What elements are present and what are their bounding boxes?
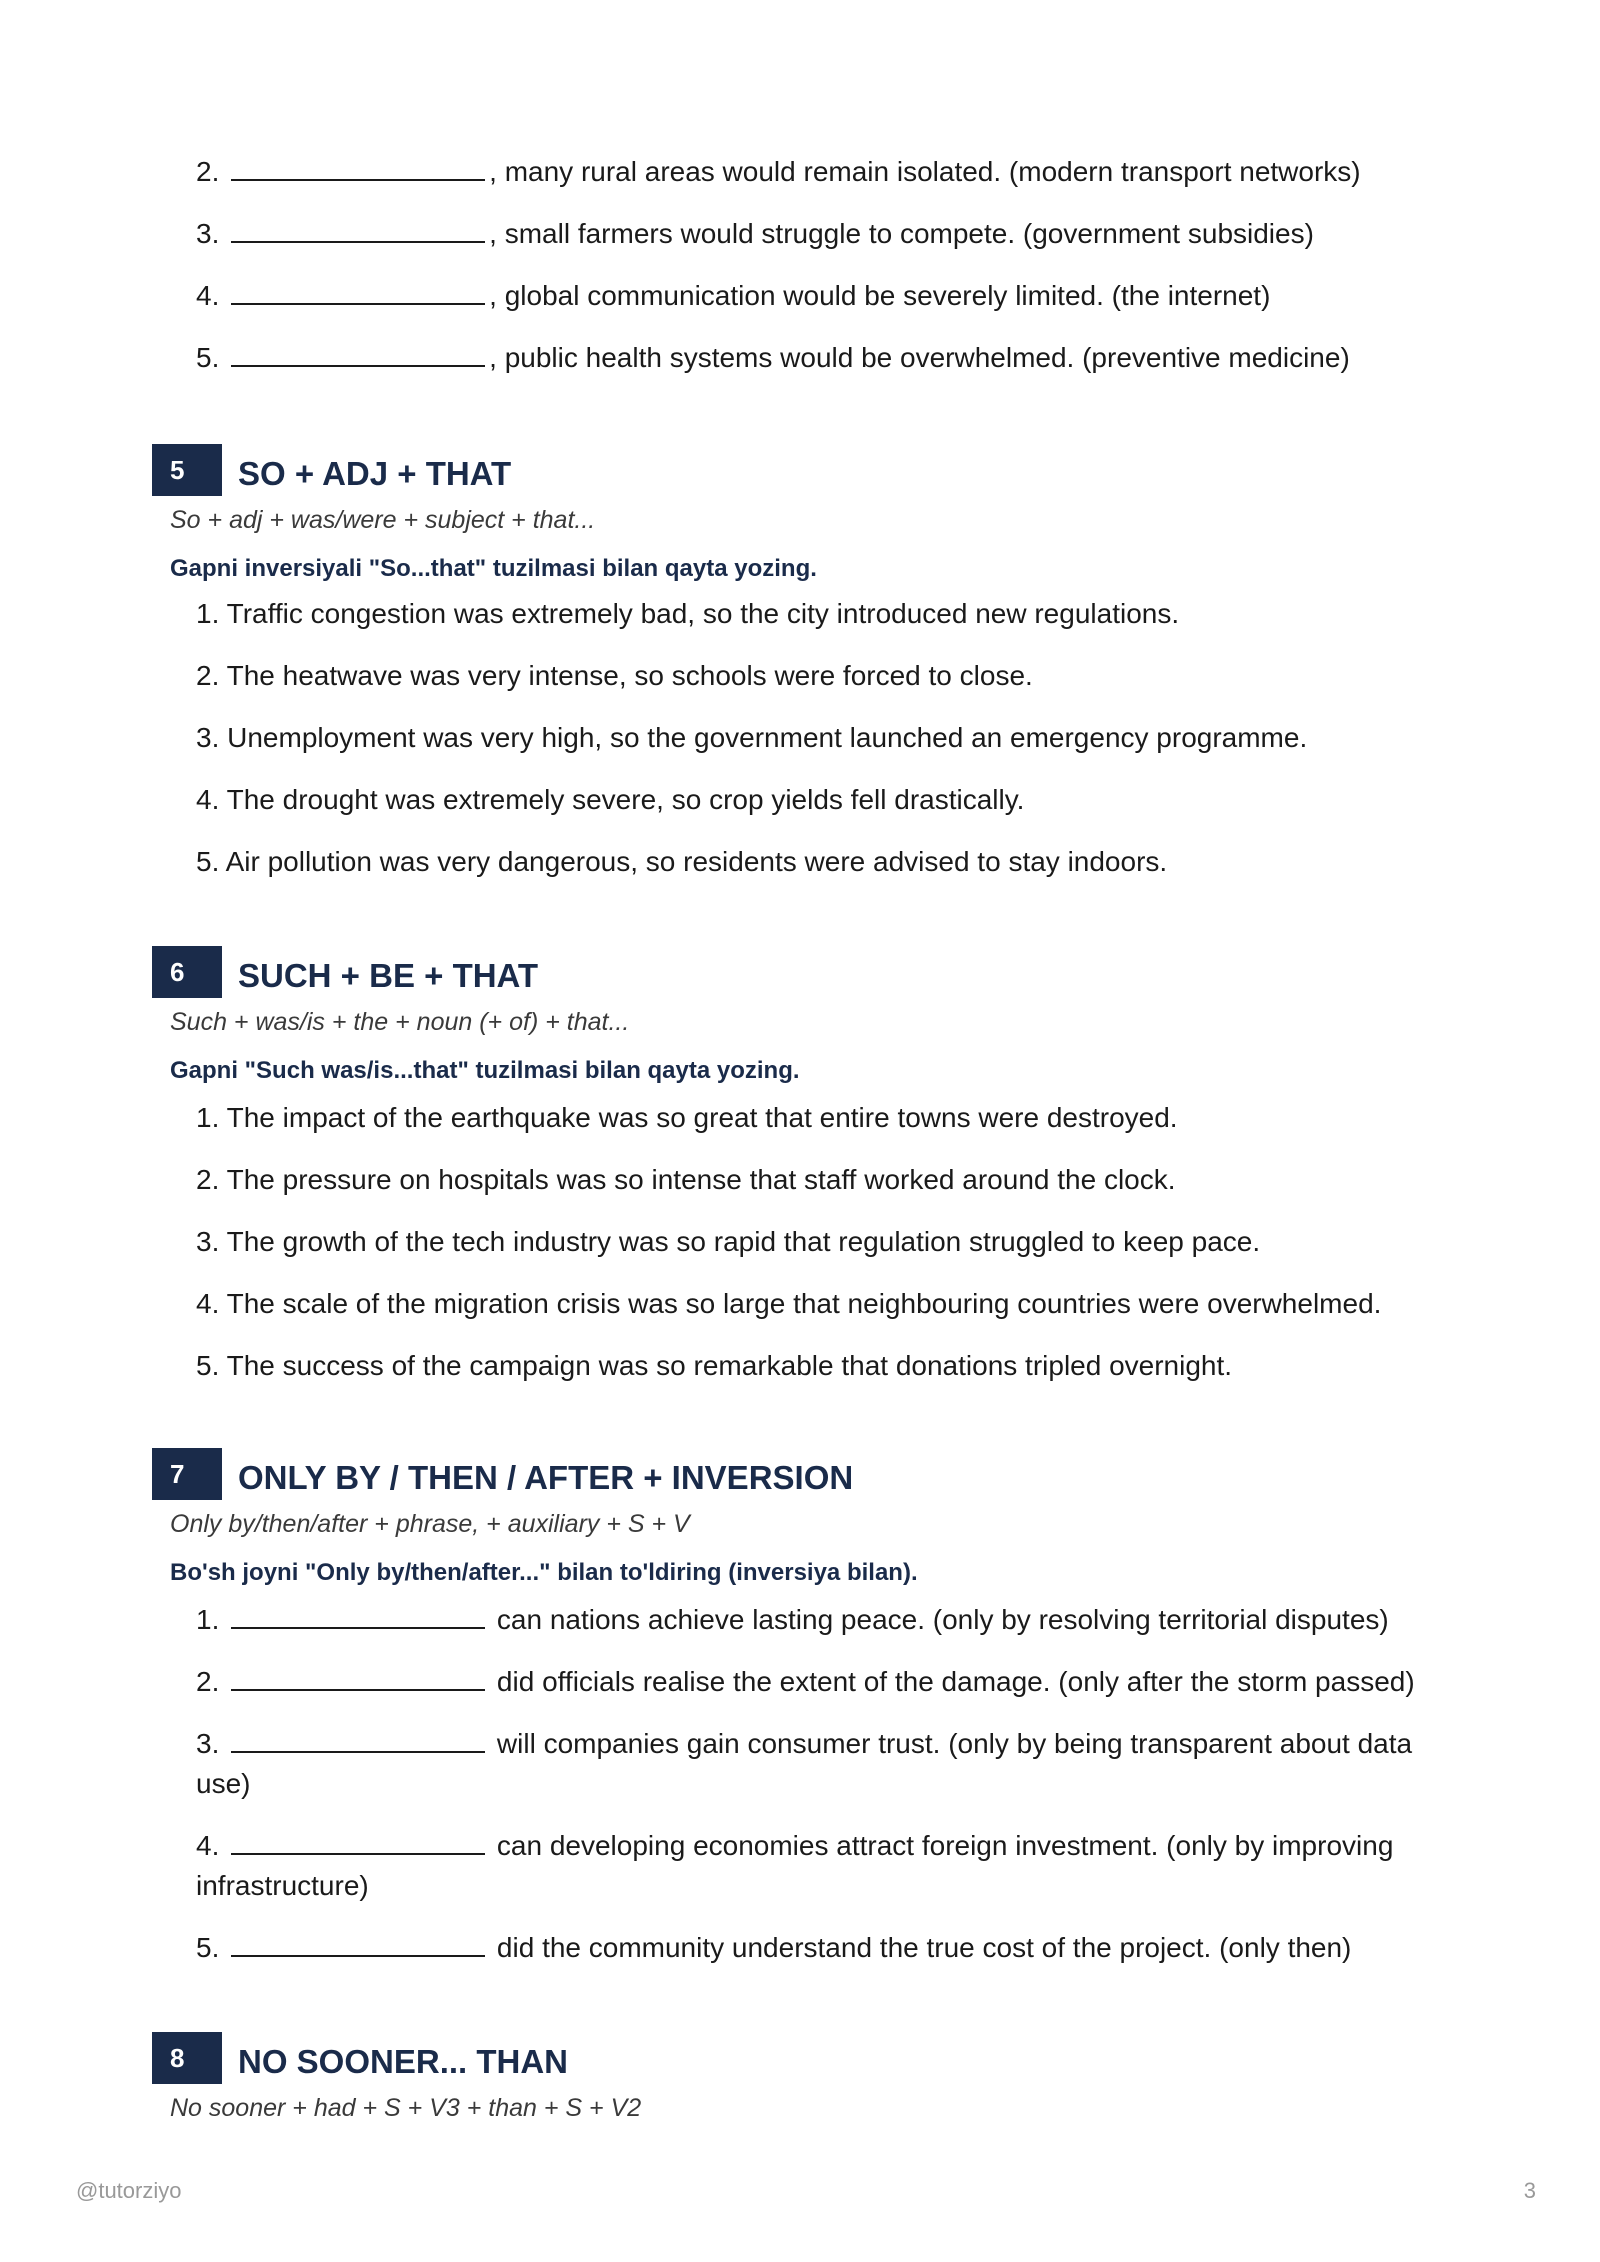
list-item: 2. The pressure on hospitals was so intense that staff worked around the clock.	[196, 1164, 1176, 1195]
section-formula: Such + was/is + the + noun (+ of) + that...	[170, 1008, 630, 1036]
item-number: 1.	[196, 1604, 220, 1635]
list-item: 2. The heatwave was very intense, so schools were forced to close.	[196, 660, 1033, 691]
list-item	[196, 338, 1446, 378]
list-item: 1. Traffic congestion was extremely bad, so the city introduced new regulations.	[196, 598, 1180, 629]
section-instruction: Bo'sh joyni "Only by/then/after..." bilan to'ldiring (inversiya bilan).	[170, 1559, 918, 1586]
list-item: 3. Unemployment was very high, so the government launched an emergency programme.	[196, 722, 1308, 753]
item-text: did the community understand the true cost of the project. (only then)	[489, 1932, 1352, 1963]
section-badge: 6	[152, 946, 222, 998]
list-item: 1. The impact of the earthquake was so great that entire towns were destroyed.	[196, 1102, 1178, 1133]
section-badge: 5	[152, 444, 222, 496]
item-number: 3.	[196, 218, 220, 249]
answer-blank[interactable]	[231, 153, 485, 181]
item-text: can nations achieve lasting peace. (only by resolving territorial disputes)	[489, 1604, 1389, 1635]
section-7-list	[196, 1600, 1446, 1990]
section-formula: So + adj + was/were + subject + that...	[170, 506, 596, 534]
answer-blank[interactable]	[231, 339, 485, 367]
section-badge: 8	[152, 2032, 222, 2084]
item-text: , small farmers would struggle to compete. (government subsidies)	[489, 218, 1314, 249]
answer-blank[interactable]	[231, 1725, 485, 1753]
item-number: 3.	[196, 1728, 220, 1759]
item-number: 5.	[196, 342, 220, 373]
list-item	[196, 1928, 1446, 1968]
list-item	[196, 1826, 1446, 1906]
item-text: did officials realise the extent of the damage. (only after the storm passed)	[489, 1666, 1415, 1697]
answer-blank[interactable]	[231, 277, 485, 305]
list-item: 4. The scale of the migration crisis was so large that neighbouring countries were overwhelmed.	[196, 1288, 1382, 1319]
answer-blank[interactable]	[231, 1663, 485, 1691]
intro-exercise-list	[196, 152, 1446, 400]
section-6-list	[196, 1098, 1446, 1408]
section-instruction: Gapni inversiyali "So...that" tuzilmasi bilan qayta yozing.	[170, 555, 817, 582]
answer-blank[interactable]	[231, 1601, 485, 1629]
item-text: will companies gain consumer trust. (only by being transparent about data use)	[196, 1728, 1413, 1799]
item-text: can developing economies attract foreign investment. (only by improving infrastructure)	[196, 1830, 1394, 1901]
item-number: 2.	[196, 156, 220, 187]
section-formula: No sooner + had + S + V3 + than + S + V2	[170, 2094, 642, 2122]
item-text: , public health systems would be overwhelmed. (preventive medicine)	[489, 342, 1350, 373]
section-badge: 7	[152, 1448, 222, 1500]
section-title: SO + ADJ + THAT	[238, 455, 512, 492]
answer-blank[interactable]	[231, 215, 485, 243]
list-item: 5. Air pollution was very dangerous, so residents were advised to stay indoors.	[196, 846, 1168, 877]
list-item	[196, 214, 1446, 254]
page-number: 3	[1523, 2178, 1536, 2203]
list-item: 4. The drought was extremely severe, so crop yields fell drastically.	[196, 784, 1025, 815]
item-number: 4.	[196, 1830, 220, 1861]
item-text: , global communication would be severely limited. (the internet)	[489, 280, 1271, 311]
list-item	[196, 1724, 1446, 1804]
list-item	[196, 276, 1446, 316]
list-item	[196, 1662, 1446, 1702]
list-item: 3. The growth of the tech industry was so rapid that regulation struggled to keep pace.	[196, 1226, 1261, 1257]
footer-handle: @tutorziyo	[76, 2178, 182, 2203]
list-item: 5. The success of the campaign was so remarkable that donations tripled overnight.	[196, 1350, 1233, 1381]
section-formula: Only by/then/after + phrase, + auxiliary + S + V	[170, 1510, 690, 1538]
answer-blank[interactable]	[231, 1929, 485, 1957]
section-5-list	[196, 594, 1446, 904]
list-item	[196, 1600, 1446, 1640]
section-title: NO SOONER... THAN	[238, 2043, 569, 2080]
section-instruction: Gapni "Such was/is...that" tuzilmasi bilan qayta yozing.	[170, 1057, 800, 1084]
item-number: 4.	[196, 280, 220, 311]
answer-blank[interactable]	[231, 1827, 485, 1855]
item-text: , many rural areas would remain isolated. (modern transport networks)	[489, 156, 1361, 187]
list-item	[196, 152, 1446, 192]
section-title: SUCH + BE + THAT	[238, 957, 539, 994]
section-title: ONLY BY / THEN / AFTER + INVERSION	[238, 1459, 854, 1496]
item-number: 5.	[196, 1932, 220, 1963]
item-number: 2.	[196, 1666, 220, 1697]
